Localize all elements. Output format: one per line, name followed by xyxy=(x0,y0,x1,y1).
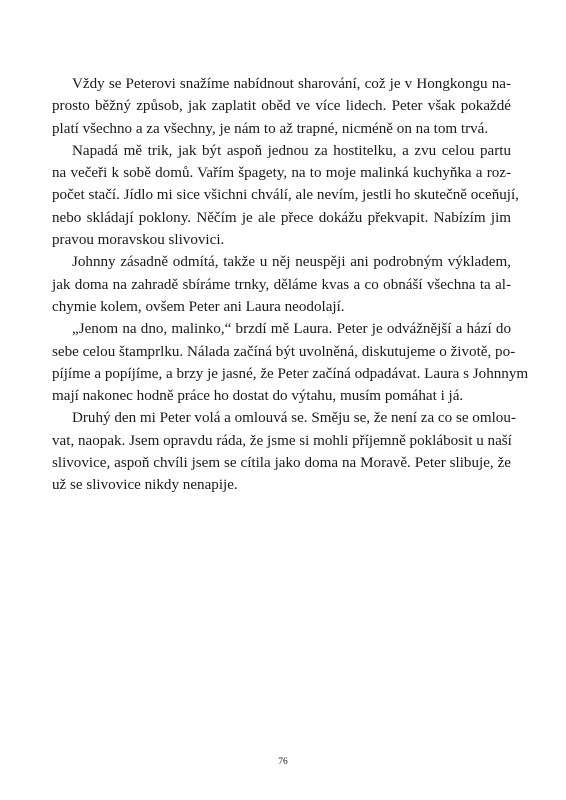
paragraph xyxy=(52,407,516,496)
body-text xyxy=(52,73,529,497)
paragraph xyxy=(52,318,529,407)
text-line: sebe celou štamprlku. Nálada začíná být uvolněná, diskutujeme o životě, po- xyxy=(52,343,516,360)
text-line: slivovice, aspoň chvíli jsem se cítila jako doma na Moravě. Peter slibuje, že xyxy=(52,455,511,472)
text-line: už se slivovice nikdy nenapije. xyxy=(52,477,238,494)
text-line: jak doma na zahradě sbíráme trnky, děláme kvas a co obnáší všechna ta al- xyxy=(52,276,511,293)
text-line: Druhý den mi Peter volá a omlouvá se. Směju se, že není za co se omlou- xyxy=(72,410,516,427)
text-line: píjíme a popíjíme, a brzy je jasné, že Peter začíná odpadávat. Laura s Johnnym xyxy=(52,365,529,382)
text-line: počet stačí. Jídlo mi sice všichni chválí, ale nevím, jestli ho skutečně oceňují, xyxy=(52,187,519,204)
text-line: nebo skládají poklony. Něčím je ale přece dokážu překvapit. Nabízím jim xyxy=(52,209,511,226)
text-line: mají nakonec hodně práce ho dostat do výtahu, musím pomáhat i já. xyxy=(52,388,464,405)
page-number: 76 xyxy=(278,757,288,767)
text-line: pravou moravskou slivovici. xyxy=(52,232,225,249)
text-line: Vždy se Peterovi snažíme nabídnout sharování, což je v Hongkongu na- xyxy=(72,76,511,92)
text-line: „Jenom na dno, malinko,“ brzdí mě Laura. Peter je odvážnější a hází do xyxy=(72,321,511,338)
paragraph xyxy=(52,73,511,140)
paragraph xyxy=(52,140,519,251)
text-line: chymie kolem, ovšem Peter ani Laura neodolají. xyxy=(52,298,345,315)
text-line: prosto běžný způsob, jak zaplatit oběd ve více lidech. Peter však pokaždé xyxy=(52,98,511,115)
text-line: platí všechno a za všechny, je nám to až trapné, nicméně on na tom trvá. xyxy=(52,120,489,137)
text-line: vat, naopak. Jsem opravdu ráda, že jsme si mohli příjemně poklábosit u naší xyxy=(52,432,512,449)
paragraph xyxy=(52,251,511,318)
text-line: Johnny zásadně odmítá, takže u něj neuspěji ani podrobným výkladem, xyxy=(72,254,511,271)
text-line: na večeři k sobě domů. Vařím špagety, na to moje malinká kuchyňka a roz- xyxy=(52,165,511,182)
text-line: Napadá mě trik, jak být aspoň jednou za hostitelku, a zvu celou partu xyxy=(72,142,511,159)
